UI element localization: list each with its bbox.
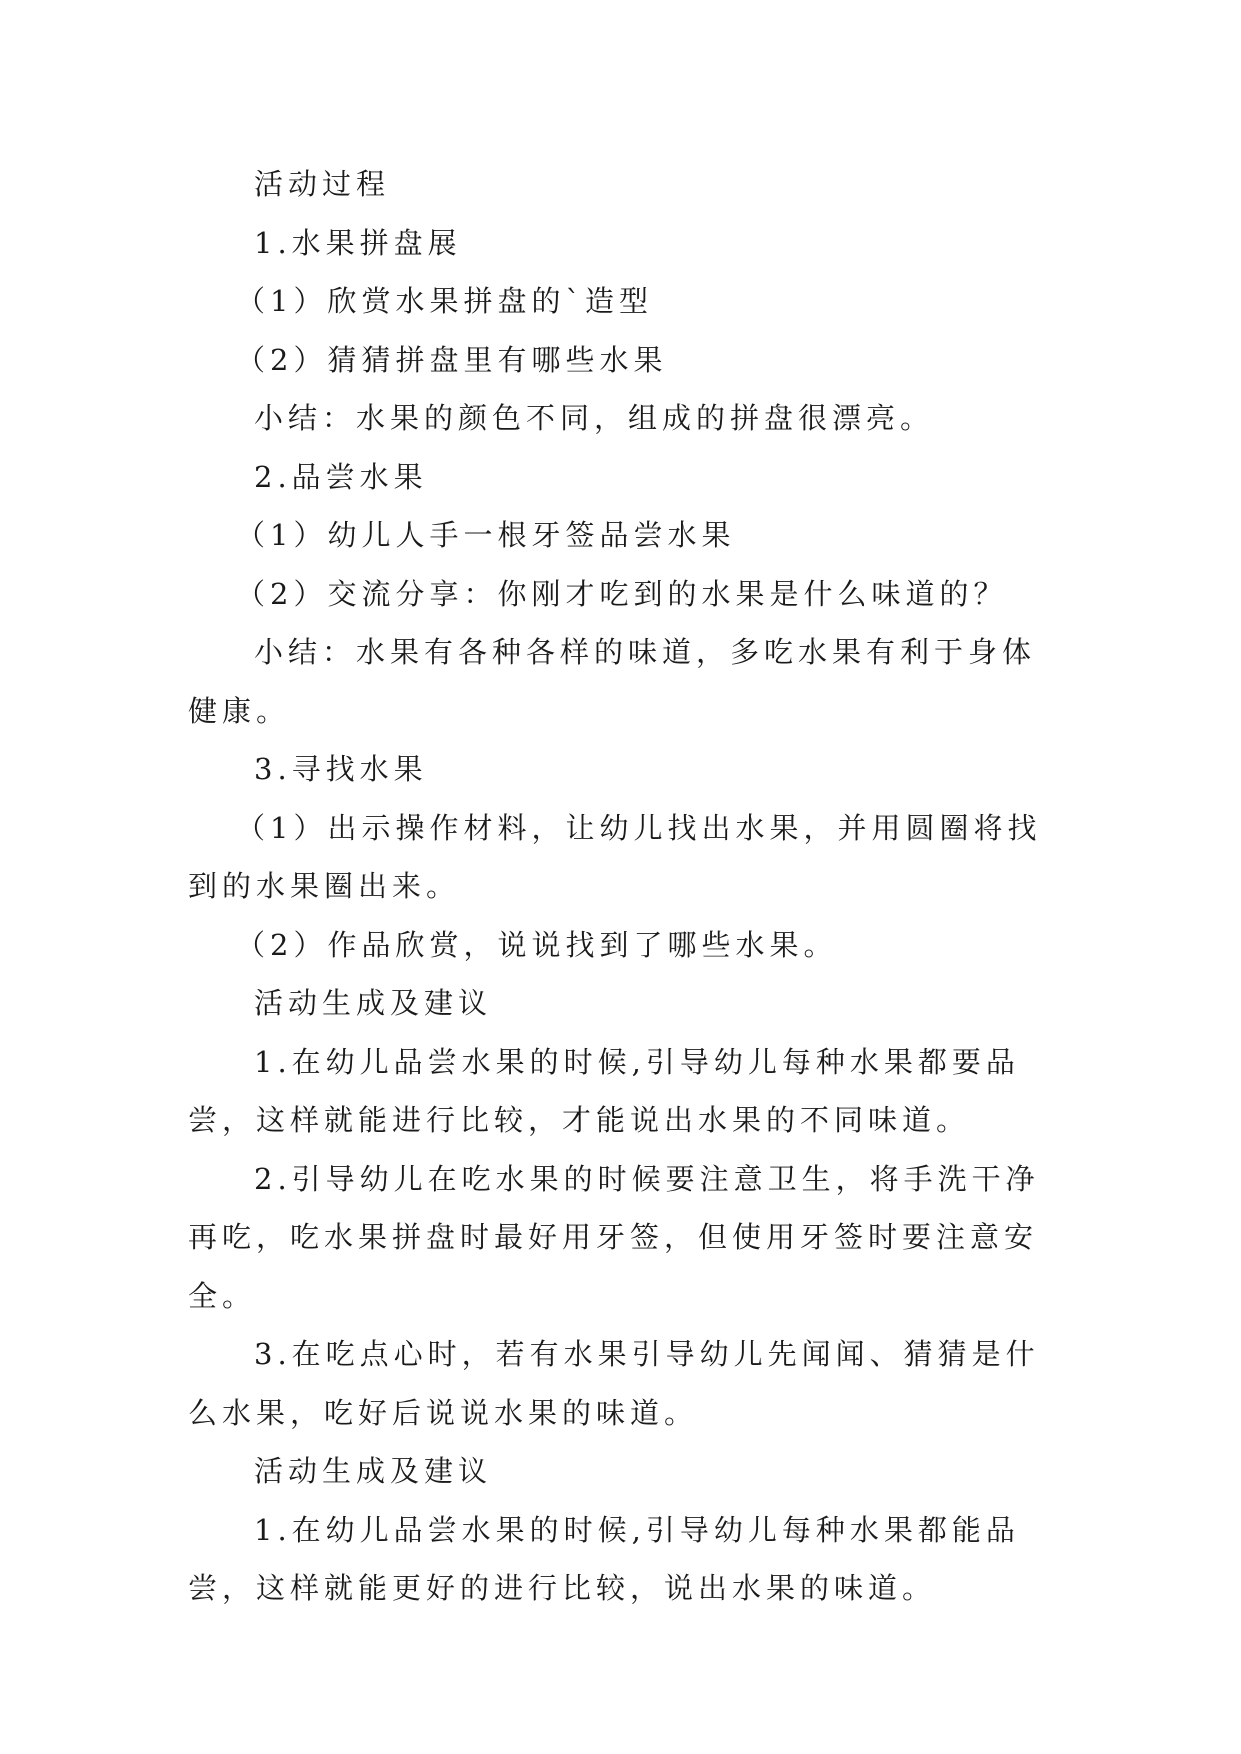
list-item: （2）交流分享：你刚才吃到的水果是什么味道的？ — [236, 576, 1008, 611]
list-item: （2）猜猜拼盘里有哪些水果 — [236, 342, 668, 377]
list-item: （1）幼儿人手一根牙签品尝水果 — [236, 518, 736, 552]
summary-paragraph: 小结：水果的颜色不同，组成的拼盘很漂亮。 — [254, 401, 935, 435]
section-heading-taste-fruit: 2.品尝水果 — [254, 459, 428, 494]
list-item: （2）作品欣赏，说说找到了哪些水果。 — [236, 927, 838, 962]
suggestion-paragraph: 3.在吃点心时，若有水果引导幼儿先闻闻、猜猜是什么水果，吃好后说说水果的味道。 — [188, 1337, 1040, 1430]
heading-suggestions: 活动生成及建议 — [254, 986, 493, 1020]
list-item: （1）欣赏水果拼盘的`造型 — [236, 284, 653, 318]
heading-activity-process: 活动过程 — [254, 167, 391, 201]
suggestion-paragraph: 1.在幼儿品尝水果的时候,引导幼儿每种水果都要品尝，这样就能进行比较，才能说出水果的不同味道。 — [188, 1044, 1020, 1137]
suggestion-paragraph: 2.引导幼儿在吃水果的时候要注意卫生，将手洗干净再吃，吃水果拼盘时最好用牙签，但使用牙签时要注意安全。 — [188, 1161, 1040, 1313]
heading-suggestions: 活动生成及建议 — [254, 1454, 493, 1488]
suggestion-paragraph: 1.在幼儿品尝水果的时候,引导幼儿每种水果都能品尝，这样就能更好的进行比较，说出水果的味道。 — [188, 1512, 1020, 1605]
document-body — [188, 155, 1058, 1618]
summary-paragraph: 小结：水果有各种各样的味道，多吃水果有利于身体健康。 — [188, 635, 1037, 728]
list-item: （1）出示操作材料，让幼儿找出水果，并用圆圈将找到的水果圈出来。 — [188, 810, 1042, 903]
section-heading-fruit-platter: 1.水果拼盘展 — [254, 225, 462, 260]
section-heading-find-fruit: 3.寻找水果 — [254, 752, 428, 786]
